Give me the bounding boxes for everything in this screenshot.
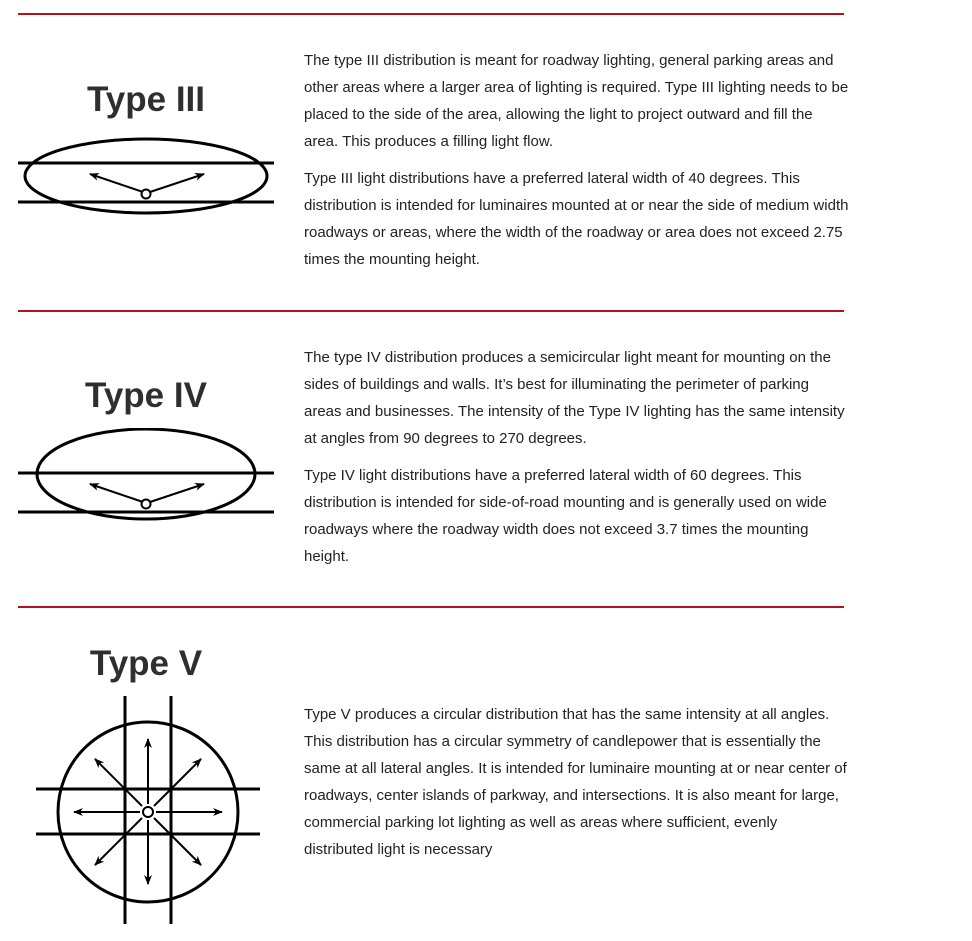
type-iv-title: Type IV (85, 376, 207, 415)
section-divider-top (18, 13, 844, 15)
section-divider-2 (18, 606, 844, 608)
section-divider-1 (18, 310, 844, 312)
type-iv-paragraph-2: Type IV light distributions have a preferred lateral width of 60 degrees. This distribution is intended for side-of-road mounting and is generally used on wide roadways where the roadway width does not exceed 3.7 times the mounting height. (304, 467, 827, 565)
type-v-description (304, 701, 849, 873)
type-iii-distribution-diagram (16, 132, 276, 222)
type-iv-description (304, 344, 849, 580)
type-iv-paragraph-1: The type IV distribution produces a semicircular light meant for mounting on the sides of buildings and walls. It’s best for illuminating the perimeter of parking areas and businesses. The intensity of the Type IV lighting has the same intensity at angles from 90 degrees to 270 degrees. (304, 349, 845, 447)
type-v-distribution-diagram (32, 694, 262, 926)
type-iv-distribution-diagram (16, 428, 276, 528)
type-iii-paragraph-2: Type III light distributions have a preferred lateral width of 40 degrees. This distribution is intended for luminaires mounted at or near the side of medium width roadways or areas, where the width of the roadway or area does not exceed 2.75 times the mounting height. (304, 170, 849, 268)
type-iii-paragraph-1: The type III distribution is meant for roadway lighting, general parking areas and other areas where a larger area of lighting is required. Type III lighting needs to be placed to the side of the area, allowing the light to project outward and fill the area. This produces a filling light flow. (304, 52, 849, 150)
type-iii-description (304, 47, 849, 283)
type-v-paragraph-1: Type V produces a circular distribution that has the same intensity at all angles. This distribution has a circular symmetry of candlepower that is essentially the same at all lateral angles. It is intended for luminaire mounting at or near center of roadways, center islands of parkway, and intersections. It is also meant for large, commercial parking lot lighting as well as areas where sufficient, evenly distributed light is necessary (304, 706, 847, 858)
type-v-title: Type V (89, 644, 203, 683)
type-iii-title: Type III (87, 80, 205, 119)
